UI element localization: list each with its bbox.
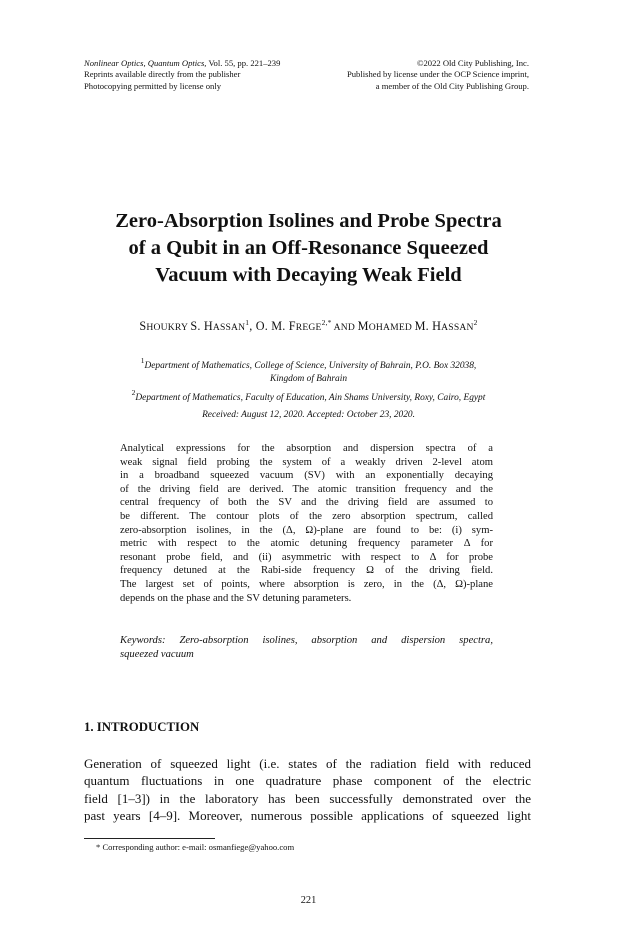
journal-name: Nonlinear Optics, Quantum Optics,	[84, 58, 207, 68]
affiliation-1-line: Department of Mathematics, College of Science, University of Bahrain, P.O. Box 32038,	[144, 361, 477, 371]
author-separator: ,	[249, 319, 256, 333]
abstract-line: The largest set of points, where absorption is zero, in the (Δ, Ω)-plane	[120, 578, 493, 590]
body-line: field [1–3]) in the laboratory has been successfully demonstrated over the	[84, 790, 531, 806]
abstract-line: zero-absorption isolines, in the (Δ, Ω)-plane are found to be: (i) sym-	[120, 524, 493, 536]
author-1-name-part: HOUKRY	[146, 322, 191, 333]
received-dates: Received: August 12, 2020. Accepted: October 23, 2020.	[202, 410, 415, 420]
header-member-line: a member of the Old City Publishing Group.	[375, 80, 529, 91]
footnote: * Corresponding author: e-mail: osmanfiege@yahoo.com	[96, 842, 295, 852]
header-photocopy-line: Photocopying permitted by license only	[84, 80, 222, 91]
abstract-line: central frequency of both the SV and the driving field are assumed to	[120, 497, 493, 509]
header-journal-line	[84, 58, 280, 69]
header-journal-info	[84, 58, 280, 92]
section-heading: 1. INTRODUCTION	[84, 720, 200, 734]
author-2-affiliation-mark: 2,*	[321, 318, 332, 327]
affiliations	[70, 354, 547, 406]
abstract-line: of the driving field are derived. The atomic transition frequency and the	[120, 483, 493, 495]
journal-volume: Vol. 55, pp. 221–239	[206, 58, 281, 68]
keywords-line: Keywords: Zero-absorption isolines, absorption and dispersion spectra,	[120, 635, 493, 646]
title-line: Vacuum with Decaying Weak Field	[155, 264, 462, 286]
body-line: past years [4–9]. Moreover, numerous possible applications of squeezed light	[84, 808, 531, 824]
affiliation-2-mark: 2	[131, 388, 136, 398]
affiliation-1	[70, 354, 547, 373]
author-2-name-part: O. M. F	[255, 319, 296, 333]
body-text	[84, 755, 531, 825]
abstract-line: be different. The contour plots of the zero absorption spectrum, called	[120, 510, 493, 522]
body-line: Generation of squeezed light (i.e. states of the radiation field with reduced	[84, 756, 531, 771]
header-license-line: Published by license under the OCP Science imprint,	[346, 69, 529, 80]
keywords-line: squeezed vacuum	[120, 648, 194, 660]
abstract-line: Analytical expressions for the absorption and dispersion spectra of a	[120, 443, 493, 454]
affiliation-2	[70, 386, 547, 405]
author-1-name-part: ASSAN	[212, 322, 246, 333]
author-3-name-part: M. H	[414, 319, 442, 333]
author-list	[70, 318, 547, 334]
body-line: quantum fluctuations in one quadrature phase component of the electric	[84, 773, 531, 789]
author-3-name-part: ASSAN	[441, 322, 474, 333]
header-reprints-line: Reprints available directly from the publisher	[84, 69, 241, 80]
abstract-line: depends on the phase and the SV detuning parameters.	[120, 592, 352, 604]
page-number: 221	[300, 895, 317, 906]
title-line: of a Qubit in an Off-Resonance Squeezed	[128, 237, 489, 259]
abstract-line: metric with respect to the atomic detuning frequency parameter Δ for	[120, 538, 493, 550]
author-2-name-part: REGE	[295, 322, 322, 333]
title-line: Zero-Absorption Isolines and Probe Spectra	[115, 210, 502, 232]
author-1-affiliation-mark: 1	[245, 318, 250, 327]
abstract	[120, 442, 493, 605]
header-publisher-info	[347, 58, 529, 92]
abstract-line: weak signal field probing the system of a weakly driven 2-level atom	[120, 456, 493, 468]
header-copyright-line: ©2022 Old City Publishing, Inc.	[416, 58, 529, 68]
abstract-line: resonant probe field, and (ii) asymmetric with respect to Δ for probe	[120, 551, 493, 563]
abstract-line: in a broadband squeezed vacuum (SV) with an exponentially decaying	[120, 470, 493, 482]
footnote-rule	[84, 838, 215, 839]
keywords	[120, 634, 493, 661]
author-1-name-part: S. H	[190, 319, 213, 333]
author-and: AND	[331, 322, 358, 333]
paper-title	[70, 208, 547, 289]
author-3-name-part: M	[357, 319, 369, 333]
author-3-affiliation-mark: 2	[473, 318, 478, 327]
author-3-name-part: OHAMED	[368, 322, 415, 333]
affiliation-1-mark: 1	[140, 356, 145, 365]
affiliation-1-country: Kingdom of Bahrain	[269, 374, 348, 385]
author-1-name-part: S	[139, 319, 147, 333]
affiliation-2-line: Department of Mathematics, Faculty of Education, Ain Shams University, Roxy, Cairo, Egypt	[135, 393, 486, 404]
abstract-line: frequency detuned at the Rabi-side frequency Ω of the driving field.	[120, 565, 493, 577]
